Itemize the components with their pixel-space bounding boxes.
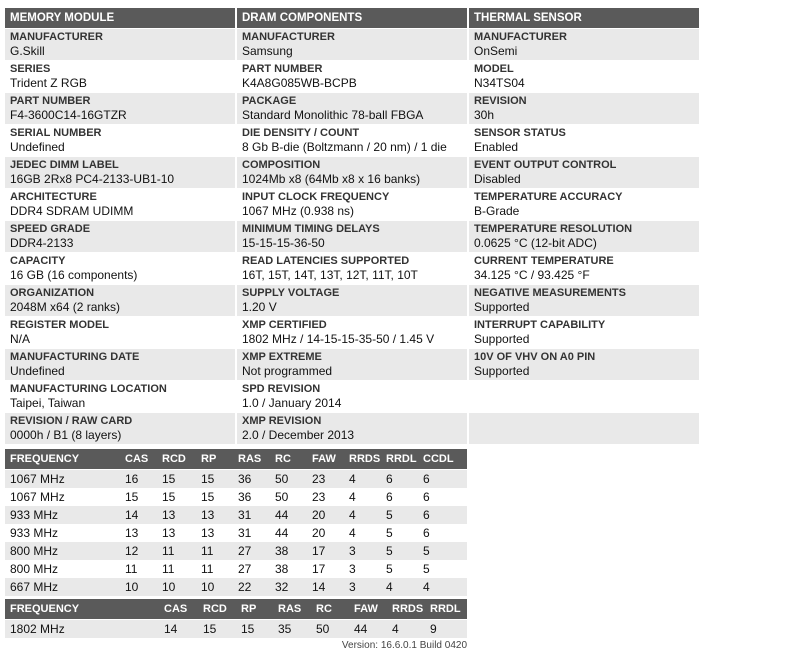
timings-table — [5, 449, 467, 596]
table-cell: 6 — [423, 508, 430, 522]
table-cell: 4 — [386, 580, 393, 594]
table-cell: 14 — [125, 508, 139, 522]
field-value: 0000h / B1 (8 layers) — [10, 428, 122, 442]
field-value: 8 Gb B-die (Boltzmann / 20 nm) / 1 die — [242, 140, 447, 154]
table-cell: 17 — [312, 544, 326, 558]
field-label: 10V OF VHV ON A0 PIN — [474, 351, 596, 363]
table-cell: 13 — [201, 526, 215, 540]
table-cell: 15 — [162, 490, 176, 504]
field-label: NEGATIVE MEASUREMENTS — [474, 287, 626, 299]
field-value: 34.125 °C / 93.425 °F — [474, 268, 590, 282]
field-label: INTERRUPT CAPABILITY — [474, 319, 606, 331]
field-label: INPUT CLOCK FREQUENCY — [242, 191, 390, 203]
table-cell: 4 — [423, 580, 430, 594]
table-cell: 31 — [238, 508, 252, 522]
table-cell: 4 — [349, 526, 356, 540]
table-cell: 15 — [125, 490, 139, 504]
memory-module-field — [5, 381, 235, 412]
field-value: K4A8G085WB-BCPB — [242, 76, 357, 90]
table-cell: 50 — [316, 622, 330, 636]
field-value: Samsung — [242, 44, 293, 58]
table-cell: 11 — [201, 544, 214, 558]
thermal-sensor-field — [469, 93, 699, 124]
field-value: 1.20 V — [242, 300, 277, 314]
field-value: 16GB 2Rx8 PC4-2133-UB1-10 — [10, 172, 175, 186]
column-header: RRDS — [392, 603, 424, 615]
field-value: N/A — [10, 332, 31, 346]
column-header: RP — [201, 453, 217, 465]
field-label: TEMPERATURE RESOLUTION — [474, 223, 633, 235]
memory-module-field — [5, 61, 235, 92]
dram-components-field — [237, 253, 467, 284]
dram-components-field — [237, 93, 467, 124]
table-cell: 6 — [423, 490, 430, 504]
table-cell: 16 — [125, 472, 139, 486]
table-cell: 800 MHz — [10, 544, 59, 558]
table-cell: 12 — [125, 544, 139, 558]
field-value: F4-3600C14-16GTZR — [10, 108, 127, 122]
table-cell: 6 — [423, 526, 430, 540]
memory-module-field — [5, 125, 235, 156]
column-header: RC — [275, 453, 291, 465]
field-value: 1024Mb x8 (64Mb x8 x 16 banks) — [242, 172, 421, 186]
table-cell: 31 — [238, 526, 252, 540]
field-value: G.Skill — [10, 44, 45, 58]
table-cell: 27 — [238, 544, 252, 558]
field-label: ORGANIZATION — [10, 287, 95, 299]
thermal-sensor-field — [469, 317, 699, 348]
dram-components-panel — [237, 8, 467, 445]
field-value: Supported — [474, 300, 530, 314]
table-row — [5, 578, 467, 596]
table-row — [5, 506, 467, 524]
table-cell: 23 — [312, 490, 326, 504]
table-cell: 44 — [354, 622, 368, 636]
field-value: 16 GB (16 components) — [10, 268, 138, 282]
table-header-row — [5, 449, 467, 469]
table-row — [5, 560, 467, 578]
field-label: MANUFACTURING DATE — [10, 351, 140, 363]
column-header: RAS — [278, 603, 302, 615]
table-cell: 13 — [125, 526, 139, 540]
field-value: 0.0625 °C (12-bit ADC) — [474, 236, 597, 250]
table-cell: 10 — [162, 580, 176, 594]
field-value: 2.0 / December 2013 — [242, 428, 355, 442]
field-label: XMP EXTREME — [242, 351, 322, 363]
column-header: CCDL — [423, 453, 454, 465]
field-value: OnSemi — [474, 44, 518, 58]
table-cell: 15 — [162, 472, 176, 486]
table-cell: 14 — [312, 580, 326, 594]
field-value: Disabled — [474, 172, 521, 186]
table-cell: 35 — [278, 622, 292, 636]
column-header: RP — [241, 603, 257, 615]
field-label: PART NUMBER — [242, 63, 323, 75]
thermal-sensor-field — [469, 381, 699, 412]
field-value: 1067 MHz (0.938 ns) — [242, 204, 355, 218]
memory-module-field — [5, 317, 235, 348]
column-header: RCD — [162, 453, 186, 465]
field-label: SERIES — [10, 63, 51, 75]
field-value: N34TS04 — [474, 76, 525, 90]
table-cell: 15 — [241, 622, 255, 636]
field-value: 30h — [474, 108, 495, 122]
table-header-row — [5, 599, 467, 619]
memory-module-field — [5, 29, 235, 60]
table-row — [5, 524, 467, 542]
field-label: MANUFACTURING LOCATION — [10, 383, 167, 395]
field-label: ARCHITECTURE — [10, 191, 97, 203]
table-cell: 13 — [162, 508, 176, 522]
field-label: SPD REVISION — [242, 383, 321, 395]
table-cell: 38 — [275, 544, 289, 558]
dram-components-field — [237, 29, 467, 60]
thermal-sensor-field — [469, 413, 699, 444]
table-cell: 50 — [275, 490, 289, 504]
dram-components-field — [237, 189, 467, 220]
field-label: MANUFACTURER — [10, 31, 103, 43]
field-value: DDR4-2133 — [10, 236, 74, 250]
table-cell: 11 — [162, 544, 175, 558]
field-value: 1802 MHz / 14-15-15-35-50 / 1.45 V — [242, 332, 435, 346]
table-cell: 44 — [275, 508, 289, 522]
table-cell: 15 — [201, 490, 215, 504]
table-cell: 11 — [162, 562, 175, 576]
table-cell: 1067 MHz — [10, 490, 65, 504]
field-label: XMP REVISION — [242, 415, 322, 427]
table-cell: 27 — [238, 562, 252, 576]
table-cell: 5 — [386, 544, 393, 558]
column-header: FREQUENCY — [10, 453, 80, 465]
thermal-sensor-field — [469, 29, 699, 60]
field-value: 1.0 / January 2014 — [242, 396, 342, 410]
table-row — [5, 620, 467, 638]
xmp-timings-table — [5, 599, 467, 638]
thermal-sensor-panel — [469, 8, 699, 445]
table-cell: 6 — [386, 472, 393, 486]
memory-module-field — [5, 221, 235, 252]
field-label: REGISTER MODEL — [10, 319, 110, 331]
table-cell: 933 MHz — [10, 526, 59, 540]
table-cell: 1067 MHz — [10, 472, 65, 486]
table-cell: 9 — [430, 622, 437, 636]
table-row — [5, 488, 467, 506]
thermal-sensor-field — [469, 125, 699, 156]
table-cell: 11 — [201, 562, 214, 576]
field-label: SERIAL NUMBER — [10, 127, 102, 139]
table-cell: 38 — [275, 562, 289, 576]
dram-components-field — [237, 221, 467, 252]
field-label: CURRENT TEMPERATURE — [474, 255, 614, 267]
column-header: CAS — [125, 453, 149, 465]
table-cell: 933 MHz — [10, 508, 59, 522]
memory-module-panel — [5, 8, 235, 445]
memory-module-field — [5, 349, 235, 380]
version-label: Version: 16.6.0.1 Build 0420 — [341, 640, 467, 651]
dram-components-header: DRAM COMPONENTS — [237, 8, 467, 28]
memory-module-field — [5, 253, 235, 284]
table-cell: 4 — [349, 490, 356, 504]
field-value: DDR4 SDRAM UDIMM — [10, 204, 134, 218]
field-label: MODEL — [474, 63, 514, 75]
thermal-sensor-field — [469, 253, 699, 284]
table-cell: 15 — [203, 622, 217, 636]
field-label: SPEED GRADE — [10, 223, 91, 235]
table-cell: 11 — [125, 562, 138, 576]
table-cell: 5 — [386, 508, 393, 522]
field-value: Undefined — [10, 140, 65, 154]
table-cell: 23 — [312, 472, 326, 486]
field-value: B-Grade — [474, 204, 520, 218]
table-cell: 20 — [312, 526, 326, 540]
table-row — [5, 470, 467, 488]
table-cell: 10 — [125, 580, 139, 594]
table-cell: 5 — [423, 562, 430, 576]
field-value: 15-15-15-36-50 — [242, 236, 325, 250]
dram-components-field — [237, 317, 467, 348]
memory-module-field — [5, 413, 235, 444]
table-cell: 667 MHz — [10, 580, 59, 594]
field-label: TEMPERATURE ACCURACY — [474, 191, 623, 203]
table-cell: 14 — [164, 622, 178, 636]
column-header: RAS — [238, 453, 262, 465]
table-cell: 800 MHz — [10, 562, 59, 576]
table-cell: 5 — [386, 562, 393, 576]
table-row — [5, 542, 467, 560]
column-header: RRDL — [386, 453, 417, 465]
table-cell: 1802 MHz — [10, 622, 65, 636]
column-header: FREQUENCY — [10, 603, 80, 615]
field-label: PART NUMBER — [10, 95, 91, 107]
table-cell: 4 — [392, 622, 399, 636]
field-label: PACKAGE — [242, 95, 297, 107]
dram-components-field — [237, 285, 467, 316]
field-label: DIE DENSITY / COUNT — [242, 127, 360, 139]
field-value: 16T, 15T, 14T, 13T, 12T, 11T, 10T — [242, 268, 418, 282]
field-value: Trident Z RGB — [10, 76, 87, 90]
memory-module-field — [5, 93, 235, 124]
thermal-sensor-field — [469, 61, 699, 92]
field-value: Undefined — [10, 364, 65, 378]
dram-components-field — [237, 61, 467, 92]
field-label: READ LATENCIES SUPPORTED — [242, 255, 410, 267]
thermal-sensor-field — [469, 221, 699, 252]
table-cell: 15 — [201, 472, 215, 486]
field-label: REVISION / RAW CARD — [10, 415, 133, 427]
dram-components-field — [237, 125, 467, 156]
column-header: CAS — [164, 603, 188, 615]
field-label: JEDEC DIMM LABEL — [10, 159, 119, 171]
field-label: MANUFACTURER — [474, 31, 567, 43]
table-cell: 3 — [349, 562, 356, 576]
column-header: FAW — [312, 453, 336, 465]
dram-components-field — [237, 413, 467, 444]
field-label: XMP CERTIFIED — [242, 319, 327, 331]
memory-module-field — [5, 189, 235, 220]
field-value: Not programmed — [242, 364, 333, 378]
field-label: CAPACITY — [10, 255, 66, 267]
column-header: RCD — [203, 603, 227, 615]
table-cell: 20 — [312, 508, 326, 522]
field-label: SUPPLY VOLTAGE — [242, 287, 340, 299]
field-label: MANUFACTURER — [242, 31, 335, 43]
table-cell: 5 — [423, 544, 430, 558]
table-cell: 4 — [349, 472, 356, 486]
table-cell: 3 — [349, 544, 356, 558]
table-cell: 5 — [386, 526, 393, 540]
table-cell: 13 — [201, 508, 215, 522]
field-label: SENSOR STATUS — [474, 127, 566, 139]
table-cell: 6 — [423, 472, 430, 486]
field-label: MINIMUM TIMING DELAYS — [242, 223, 380, 235]
column-header: RC — [316, 603, 332, 615]
field-value: Taipei, Taiwan — [10, 396, 86, 410]
thermal-sensor-header: THERMAL SENSOR — [469, 8, 699, 28]
field-value: Supported — [474, 364, 530, 378]
dram-components-field — [237, 157, 467, 188]
field-value: Standard Monolithic 78-ball FBGA — [242, 108, 424, 122]
thermal-sensor-field — [469, 285, 699, 316]
column-header: RRDS — [349, 453, 381, 465]
table-cell: 17 — [312, 562, 326, 576]
field-label: REVISION — [474, 95, 527, 107]
field-label: EVENT OUTPUT CONTROL — [474, 159, 617, 171]
column-header: RRDL — [430, 603, 461, 615]
memory-module-header: MEMORY MODULE — [5, 8, 235, 28]
table-cell: 50 — [275, 472, 289, 486]
thermal-sensor-field — [469, 157, 699, 188]
thermal-sensor-field — [469, 189, 699, 220]
memory-module-field — [5, 157, 235, 188]
column-header: FAW — [354, 603, 378, 615]
field-value: Enabled — [474, 140, 519, 154]
table-cell: 22 — [238, 580, 252, 594]
field-value: 2048M x64 (2 ranks) — [10, 300, 121, 314]
table-cell: 13 — [162, 526, 176, 540]
dram-components-field — [237, 381, 467, 412]
table-cell: 6 — [386, 490, 393, 504]
table-cell: 44 — [275, 526, 289, 540]
memory-module-field — [5, 285, 235, 316]
field-value: Supported — [474, 332, 530, 346]
table-cell: 4 — [349, 508, 356, 522]
table-cell: 36 — [238, 490, 252, 504]
table-cell: 32 — [275, 580, 289, 594]
field-label: COMPOSITION — [242, 159, 321, 171]
table-cell: 3 — [349, 580, 356, 594]
table-cell: 10 — [201, 580, 215, 594]
table-cell: 36 — [238, 472, 252, 486]
thermal-sensor-field — [469, 349, 699, 380]
dram-components-field — [237, 349, 467, 380]
